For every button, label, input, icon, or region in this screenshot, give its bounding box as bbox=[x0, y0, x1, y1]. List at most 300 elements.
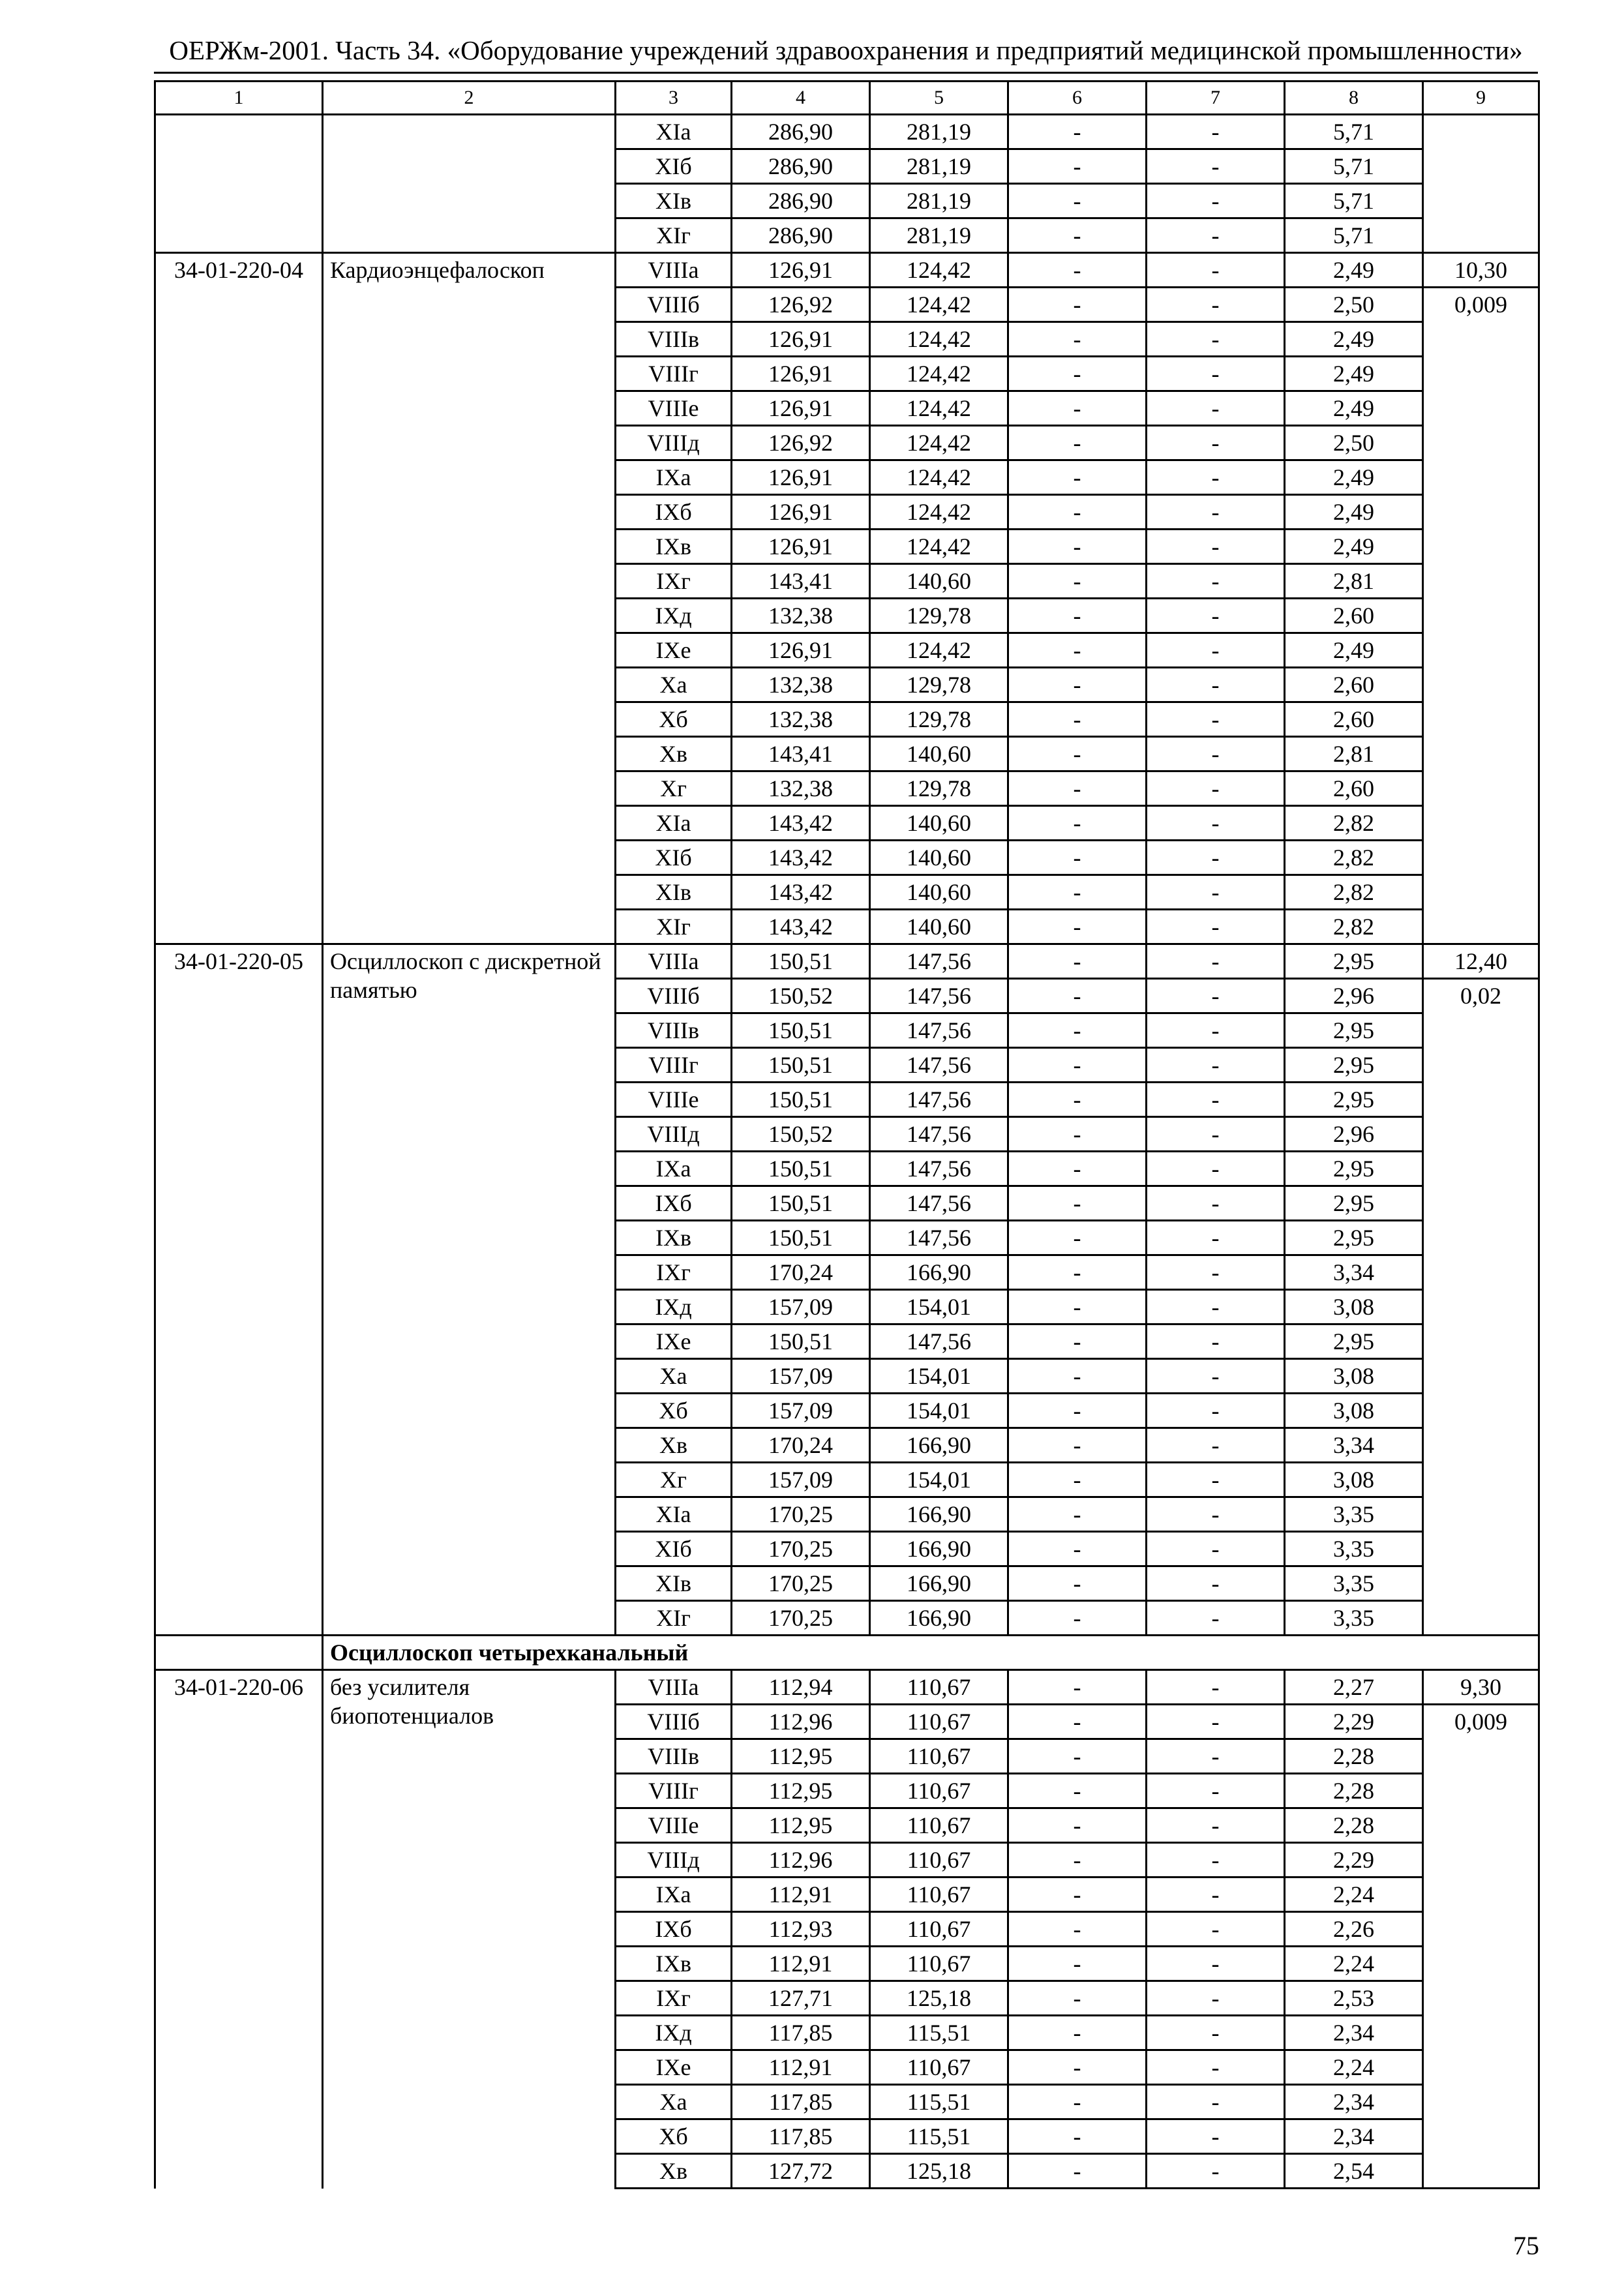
cell-col8: 2,50 bbox=[1285, 426, 1423, 460]
cell-col4: 143,42 bbox=[732, 806, 870, 841]
cell-col4: 170,25 bbox=[732, 1532, 870, 1566]
cell-col3: VIIIб bbox=[616, 288, 732, 322]
cell-col5: 147,56 bbox=[870, 1324, 1008, 1359]
cell-col4: 126,91 bbox=[732, 253, 870, 288]
rates-table bbox=[154, 80, 1540, 2189]
cell-col4: 126,91 bbox=[732, 530, 870, 564]
cell-col6: - bbox=[1008, 1912, 1147, 1947]
cell-col4: 143,42 bbox=[732, 910, 870, 944]
cell-col3: IXе bbox=[616, 633, 732, 668]
cell-col8: 2,26 bbox=[1285, 1912, 1423, 1947]
cell-col3: Xг bbox=[616, 771, 732, 806]
cell-col4: 157,09 bbox=[732, 1394, 870, 1428]
cell-col8: 5,71 bbox=[1285, 218, 1423, 253]
cell-col8: 2,28 bbox=[1285, 1739, 1423, 1774]
col-header: 1 bbox=[155, 82, 323, 115]
cell-col3: VIIIг bbox=[616, 1048, 732, 1083]
cell-col4: 126,91 bbox=[732, 633, 870, 668]
table-row bbox=[155, 115, 1539, 149]
cell-col6: - bbox=[1008, 1255, 1147, 1290]
cell-col3: IXб bbox=[616, 1186, 732, 1221]
cell-col5: 110,67 bbox=[870, 1947, 1008, 1981]
col9-value-a: 10,30 bbox=[1423, 253, 1539, 288]
cell-col5: 115,51 bbox=[870, 2016, 1008, 2050]
cell-col8: 2,82 bbox=[1285, 875, 1423, 910]
cell-col4: 157,09 bbox=[732, 1290, 870, 1324]
cell-col7: - bbox=[1147, 910, 1285, 944]
cell-col3: Xа bbox=[616, 2085, 732, 2119]
col9-value-b: 0,02 bbox=[1423, 979, 1539, 1636]
cell-col3: VIIIг bbox=[616, 1774, 732, 1808]
cell-col3: XIв bbox=[616, 184, 732, 218]
cell-col7: - bbox=[1147, 1255, 1285, 1290]
cell-col5: 110,67 bbox=[870, 1739, 1008, 1774]
item-name: Осциллоскоп с дискретной памятью bbox=[323, 944, 616, 1636]
cell-col3: IXа bbox=[616, 460, 732, 495]
cell-col5: 147,56 bbox=[870, 1013, 1008, 1048]
cell-col7: - bbox=[1147, 1359, 1285, 1394]
cell-col8: 2,28 bbox=[1285, 1774, 1423, 1808]
cell-col5: 110,67 bbox=[870, 1808, 1008, 1843]
cell-col3: Xб bbox=[616, 2119, 732, 2154]
cell-col7: - bbox=[1147, 322, 1285, 357]
cell-col7: - bbox=[1147, 1947, 1285, 1981]
cell-col5: 154,01 bbox=[870, 1463, 1008, 1497]
cell-col6: - bbox=[1008, 2154, 1147, 2189]
cell-col3: XIа bbox=[616, 1497, 732, 1532]
cell-col7: - bbox=[1147, 1705, 1285, 1739]
cell-col3: Xб bbox=[616, 1394, 732, 1428]
cell-col8: 2,95 bbox=[1285, 1013, 1423, 1048]
cell-col4: 150,51 bbox=[732, 1083, 870, 1117]
cell-col4: 126,91 bbox=[732, 460, 870, 495]
cell-col7: - bbox=[1147, 426, 1285, 460]
cell-col8: 2,49 bbox=[1285, 530, 1423, 564]
cell-col8: 2,29 bbox=[1285, 1843, 1423, 1878]
cell-col8: 2,49 bbox=[1285, 495, 1423, 530]
cell-col7: - bbox=[1147, 944, 1285, 979]
cell-col3: XIг bbox=[616, 1601, 732, 1636]
col9-value-a: 12,40 bbox=[1423, 944, 1539, 979]
cell-col4: 157,09 bbox=[732, 1359, 870, 1394]
cell-col4: 286,90 bbox=[732, 218, 870, 253]
cell-col3: VIIIд bbox=[616, 426, 732, 460]
cell-col5: 129,78 bbox=[870, 668, 1008, 702]
cell-col6: - bbox=[1008, 2119, 1147, 2154]
cell-col6: - bbox=[1008, 495, 1147, 530]
col-header: 8 bbox=[1285, 82, 1423, 115]
cell-col8: 2,27 bbox=[1285, 1670, 1423, 1705]
cell-col7: - bbox=[1147, 1290, 1285, 1324]
section-code-cell bbox=[155, 1636, 323, 1670]
cell-col6: - bbox=[1008, 322, 1147, 357]
cell-col6: - bbox=[1008, 218, 1147, 253]
cell-col3: Xб bbox=[616, 702, 732, 737]
cell-col5: 129,78 bbox=[870, 702, 1008, 737]
cell-col3: Xг bbox=[616, 1463, 732, 1497]
cell-col4: 112,95 bbox=[732, 1739, 870, 1774]
header-rule bbox=[154, 72, 1538, 74]
cell-col3: VIIIв bbox=[616, 1739, 732, 1774]
cell-col6: - bbox=[1008, 875, 1147, 910]
cell-col8: 2,49 bbox=[1285, 460, 1423, 495]
cell-col6: - bbox=[1008, 633, 1147, 668]
cell-col8: 2,60 bbox=[1285, 668, 1423, 702]
cell-col3: IXа bbox=[616, 1152, 732, 1186]
cell-col3: VIIIд bbox=[616, 1843, 732, 1878]
cell-col4: 117,85 bbox=[732, 2085, 870, 2119]
item-code: 34-01-220-04 bbox=[155, 253, 323, 944]
cell-col7: - bbox=[1147, 1601, 1285, 1636]
cell-col4: 117,85 bbox=[732, 2016, 870, 2050]
cell-col5: 140,60 bbox=[870, 564, 1008, 599]
table-row bbox=[155, 1670, 1539, 1705]
cell-col6: - bbox=[1008, 1497, 1147, 1532]
cell-col8: 3,08 bbox=[1285, 1394, 1423, 1428]
cell-col8: 3,08 bbox=[1285, 1290, 1423, 1324]
cell-col7: - bbox=[1147, 1808, 1285, 1843]
cell-col7: - bbox=[1147, 1152, 1285, 1186]
cell-col3: VIIIа bbox=[616, 944, 732, 979]
cell-col8: 3,08 bbox=[1285, 1463, 1423, 1497]
cell-col7: - bbox=[1147, 564, 1285, 599]
cell-col4: 126,92 bbox=[732, 426, 870, 460]
cell-col3: IXд bbox=[616, 599, 732, 633]
cell-col3: Xа bbox=[616, 1359, 732, 1394]
item-name: без усилителя биопотенциалов bbox=[323, 1670, 616, 2189]
cell-col7: - bbox=[1147, 1878, 1285, 1912]
cell-col4: 143,41 bbox=[732, 737, 870, 771]
cell-col4: 126,91 bbox=[732, 495, 870, 530]
cell-col5: 125,18 bbox=[870, 1981, 1008, 2016]
cell-col8: 2,95 bbox=[1285, 1083, 1423, 1117]
item-name: Кардиоэнцефалоскоп bbox=[323, 253, 616, 944]
cell-col8: 3,35 bbox=[1285, 1532, 1423, 1566]
cell-col6: - bbox=[1008, 1670, 1147, 1705]
cell-col8: 2,95 bbox=[1285, 1186, 1423, 1221]
cell-col5: 140,60 bbox=[870, 910, 1008, 944]
cell-col6: - bbox=[1008, 1532, 1147, 1566]
cell-col3: VIIIа bbox=[616, 1670, 732, 1705]
cell-col6: - bbox=[1008, 1463, 1147, 1497]
cell-col4: 150,51 bbox=[732, 1324, 870, 1359]
cell-col8: 2,49 bbox=[1285, 633, 1423, 668]
cell-col3: VIIIа bbox=[616, 253, 732, 288]
cell-col7: - bbox=[1147, 979, 1285, 1013]
table-row bbox=[155, 944, 1539, 979]
cell-col7: - bbox=[1147, 702, 1285, 737]
cell-col3: IXе bbox=[616, 1324, 732, 1359]
cell-col6: - bbox=[1008, 253, 1147, 288]
cell-col8: 2,82 bbox=[1285, 841, 1423, 875]
cell-col5: 166,90 bbox=[870, 1255, 1008, 1290]
cell-col5: 140,60 bbox=[870, 806, 1008, 841]
cell-col8: 2,24 bbox=[1285, 1878, 1423, 1912]
cell-col3: IXд bbox=[616, 2016, 732, 2050]
cell-col6: - bbox=[1008, 1808, 1147, 1843]
cell-col6: - bbox=[1008, 1947, 1147, 1981]
cell-col3: IXг bbox=[616, 1255, 732, 1290]
cell-col6: - bbox=[1008, 1152, 1147, 1186]
cell-col8: 3,08 bbox=[1285, 1359, 1423, 1394]
cell-col6: - bbox=[1008, 1566, 1147, 1601]
cell-col3: XIб bbox=[616, 841, 732, 875]
cell-col5: 166,90 bbox=[870, 1428, 1008, 1463]
cell-col8: 2,95 bbox=[1285, 1048, 1423, 1083]
cell-col5: 166,90 bbox=[870, 1566, 1008, 1601]
col-header: 2 bbox=[323, 82, 616, 115]
cell-col3: IXб bbox=[616, 1912, 732, 1947]
cell-col5: 281,19 bbox=[870, 218, 1008, 253]
cell-col3: XIб bbox=[616, 1532, 732, 1566]
cell-col4: 143,42 bbox=[732, 875, 870, 910]
cell-col3: Xв bbox=[616, 2154, 732, 2189]
cell-col7: - bbox=[1147, 841, 1285, 875]
cell-col5: 281,19 bbox=[870, 115, 1008, 149]
cell-col3: IXг bbox=[616, 1981, 732, 2016]
cell-col6: - bbox=[1008, 910, 1147, 944]
col9-value-b: 0,009 bbox=[1423, 1705, 1539, 2189]
col-header: 5 bbox=[870, 82, 1008, 115]
cell-col4: 132,38 bbox=[732, 702, 870, 737]
cell-col6: - bbox=[1008, 1739, 1147, 1774]
cell-col4: 286,90 bbox=[732, 115, 870, 149]
cell-col4: 112,95 bbox=[732, 1774, 870, 1808]
cell-col6: - bbox=[1008, 1359, 1147, 1394]
cell-col6: - bbox=[1008, 1774, 1147, 1808]
cell-col5: 129,78 bbox=[870, 599, 1008, 633]
page-number: 75 bbox=[1513, 2231, 1539, 2260]
cell-col7: - bbox=[1147, 2154, 1285, 2189]
cell-col7: - bbox=[1147, 218, 1285, 253]
cell-col8: 2,95 bbox=[1285, 1152, 1423, 1186]
cell-col4: 170,25 bbox=[732, 1566, 870, 1601]
cell-col8: 2,49 bbox=[1285, 253, 1423, 288]
cell-col3: IXа bbox=[616, 1878, 732, 1912]
cell-col7: - bbox=[1147, 1739, 1285, 1774]
cell-col6: - bbox=[1008, 391, 1147, 426]
cell-col7: - bbox=[1147, 1083, 1285, 1117]
cell-col5: 124,42 bbox=[870, 288, 1008, 322]
cell-col7: - bbox=[1147, 1324, 1285, 1359]
cell-col8: 3,35 bbox=[1285, 1497, 1423, 1532]
cell-col3: IXе bbox=[616, 2050, 732, 2085]
cell-col6: - bbox=[1008, 702, 1147, 737]
cell-col5: 110,67 bbox=[870, 1878, 1008, 1912]
cell-col3: IXв bbox=[616, 1221, 732, 1255]
cell-col8: 2,81 bbox=[1285, 564, 1423, 599]
cell-col3: VIIIе bbox=[616, 1083, 732, 1117]
cell-col5: 147,56 bbox=[870, 1048, 1008, 1083]
cell-col5: 124,42 bbox=[870, 633, 1008, 668]
cell-col3: XIв bbox=[616, 875, 732, 910]
cell-col7: - bbox=[1147, 1013, 1285, 1048]
cell-col6: - bbox=[1008, 2085, 1147, 2119]
page-header: ОЕРЖм-2001. Часть 34. «Оборудование учреждений здравоохранения и предприятий медицинской промышленности» bbox=[169, 35, 1523, 65]
cell-col3: IXв bbox=[616, 530, 732, 564]
cell-col8: 2,49 bbox=[1285, 391, 1423, 426]
cell-col6: - bbox=[1008, 1186, 1147, 1221]
cell-col8: 2,34 bbox=[1285, 2119, 1423, 2154]
cell-col7: - bbox=[1147, 1048, 1285, 1083]
cell-col7: - bbox=[1147, 1532, 1285, 1566]
cell-col4: 126,92 bbox=[732, 288, 870, 322]
cell-col4: 286,90 bbox=[732, 149, 870, 184]
cell-col6: - bbox=[1008, 771, 1147, 806]
cell-col8: 2,60 bbox=[1285, 599, 1423, 633]
cell-col8: 2,81 bbox=[1285, 737, 1423, 771]
cell-col3: VIIIб bbox=[616, 1705, 732, 1739]
cell-col6: - bbox=[1008, 149, 1147, 184]
cell-col8: 2,60 bbox=[1285, 702, 1423, 737]
cell-col4: 112,91 bbox=[732, 1947, 870, 1981]
cell-col6: - bbox=[1008, 944, 1147, 979]
cell-col7: - bbox=[1147, 1981, 1285, 2016]
cell-col4: 170,25 bbox=[732, 1601, 870, 1636]
cell-col5: 154,01 bbox=[870, 1290, 1008, 1324]
cell-col4: 150,51 bbox=[732, 1186, 870, 1221]
cell-col4: 170,25 bbox=[732, 1497, 870, 1532]
cell-col5: 125,18 bbox=[870, 2154, 1008, 2189]
cell-col3: VIIIв bbox=[616, 1013, 732, 1048]
cell-col4: 150,51 bbox=[732, 1221, 870, 1255]
cell-col4: 117,85 bbox=[732, 2119, 870, 2154]
cell-col3: XIг bbox=[616, 218, 732, 253]
cell-col8: 2,54 bbox=[1285, 2154, 1423, 2189]
table-body bbox=[155, 115, 1539, 2189]
cell-col6: - bbox=[1008, 1117, 1147, 1152]
col9-value-b: 0,009 bbox=[1423, 288, 1539, 944]
section-row bbox=[155, 1636, 1539, 1670]
cell-col5: 115,51 bbox=[870, 2085, 1008, 2119]
cell-col8: 5,71 bbox=[1285, 115, 1423, 149]
cell-col4: 150,51 bbox=[732, 944, 870, 979]
cell-col7: - bbox=[1147, 2050, 1285, 2085]
cell-col3: XIб bbox=[616, 149, 732, 184]
cell-col5: 140,60 bbox=[870, 841, 1008, 875]
cell-col4: 112,96 bbox=[732, 1843, 870, 1878]
cell-col7: - bbox=[1147, 149, 1285, 184]
cell-col3: VIIIв bbox=[616, 322, 732, 357]
cell-col8: 2,53 bbox=[1285, 1981, 1423, 2016]
section-title: Осциллоскоп четырехканальный bbox=[323, 1636, 1539, 1670]
cell-col6: - bbox=[1008, 599, 1147, 633]
cell-col6: - bbox=[1008, 530, 1147, 564]
cell-col3: XIв bbox=[616, 1566, 732, 1601]
cell-col8: 2,34 bbox=[1285, 2085, 1423, 2119]
cell-col4: 127,71 bbox=[732, 1981, 870, 2016]
cell-col4: 150,52 bbox=[732, 1117, 870, 1152]
cell-col4: 112,95 bbox=[732, 1808, 870, 1843]
cell-col6: - bbox=[1008, 1705, 1147, 1739]
cell-col5: 124,42 bbox=[870, 426, 1008, 460]
cell-col7: - bbox=[1147, 288, 1285, 322]
cell-col7: - bbox=[1147, 771, 1285, 806]
cell-col5: 140,60 bbox=[870, 875, 1008, 910]
cell-col7: - bbox=[1147, 1843, 1285, 1878]
cell-col5: 166,90 bbox=[870, 1497, 1008, 1532]
cell-col6: - bbox=[1008, 1324, 1147, 1359]
cell-col8: 2,28 bbox=[1285, 1808, 1423, 1843]
cell-col5: 124,42 bbox=[870, 460, 1008, 495]
table-row bbox=[155, 253, 1539, 288]
cell-col6: - bbox=[1008, 564, 1147, 599]
cell-col7: - bbox=[1147, 633, 1285, 668]
cell-col5: 147,56 bbox=[870, 979, 1008, 1013]
cell-col4: 112,91 bbox=[732, 1878, 870, 1912]
cell-col7: - bbox=[1147, 391, 1285, 426]
cell-col8: 2,49 bbox=[1285, 322, 1423, 357]
cell-col4: 143,41 bbox=[732, 564, 870, 599]
cell-col7: - bbox=[1147, 1394, 1285, 1428]
cell-col7: - bbox=[1147, 875, 1285, 910]
cell-col6: - bbox=[1008, 668, 1147, 702]
cell-col3: XIг bbox=[616, 910, 732, 944]
cell-col7: - bbox=[1147, 668, 1285, 702]
cell-col8: 3,35 bbox=[1285, 1566, 1423, 1601]
cell-col6: - bbox=[1008, 460, 1147, 495]
cell-col4: 150,51 bbox=[732, 1013, 870, 1048]
cell-col4: 150,51 bbox=[732, 1048, 870, 1083]
cell-col6: - bbox=[1008, 1048, 1147, 1083]
cell-col5: 124,42 bbox=[870, 322, 1008, 357]
cell-col7: - bbox=[1147, 2119, 1285, 2154]
cell-col5: 110,67 bbox=[870, 1774, 1008, 1808]
cell-col4: 157,09 bbox=[732, 1463, 870, 1497]
cell-col5: 147,56 bbox=[870, 944, 1008, 979]
cell-col8: 3,34 bbox=[1285, 1428, 1423, 1463]
cell-col6: - bbox=[1008, 1083, 1147, 1117]
cell-col8: 2,49 bbox=[1285, 357, 1423, 391]
cell-col7: - bbox=[1147, 115, 1285, 149]
col-header: 9 bbox=[1423, 82, 1539, 115]
cell-col6: - bbox=[1008, 288, 1147, 322]
cell-col6: - bbox=[1008, 426, 1147, 460]
cell-col7: - bbox=[1147, 253, 1285, 288]
cell-col4: 126,91 bbox=[732, 391, 870, 426]
item-code bbox=[155, 115, 323, 253]
item-code: 34-01-220-06 bbox=[155, 1670, 323, 2189]
cell-col4: 143,42 bbox=[732, 841, 870, 875]
cell-col3: VIIIе bbox=[616, 391, 732, 426]
cell-col5: 154,01 bbox=[870, 1394, 1008, 1428]
cell-col8: 2,82 bbox=[1285, 910, 1423, 944]
cell-col5: 147,56 bbox=[870, 1221, 1008, 1255]
cell-col4: 132,38 bbox=[732, 599, 870, 633]
cell-col7: - bbox=[1147, 1912, 1285, 1947]
cell-col3: Xа bbox=[616, 668, 732, 702]
cell-col4: 112,91 bbox=[732, 2050, 870, 2085]
cell-col4: 126,91 bbox=[732, 357, 870, 391]
cell-col5: 140,60 bbox=[870, 737, 1008, 771]
cell-col7: - bbox=[1147, 806, 1285, 841]
cell-col7: - bbox=[1147, 737, 1285, 771]
col-header: 4 bbox=[732, 82, 870, 115]
cell-col3: IXб bbox=[616, 495, 732, 530]
cell-col5: 281,19 bbox=[870, 184, 1008, 218]
col9-value-a bbox=[1423, 115, 1539, 253]
cell-col5: 147,56 bbox=[870, 1186, 1008, 1221]
cell-col7: - bbox=[1147, 1774, 1285, 1808]
cell-col3: XIа bbox=[616, 115, 732, 149]
cell-col3: VIIIд bbox=[616, 1117, 732, 1152]
cell-col7: - bbox=[1147, 1497, 1285, 1532]
cell-col7: - bbox=[1147, 1566, 1285, 1601]
cell-col6: - bbox=[1008, 841, 1147, 875]
cell-col5: 129,78 bbox=[870, 771, 1008, 806]
cell-col4: 126,91 bbox=[732, 322, 870, 357]
cell-col7: - bbox=[1147, 357, 1285, 391]
